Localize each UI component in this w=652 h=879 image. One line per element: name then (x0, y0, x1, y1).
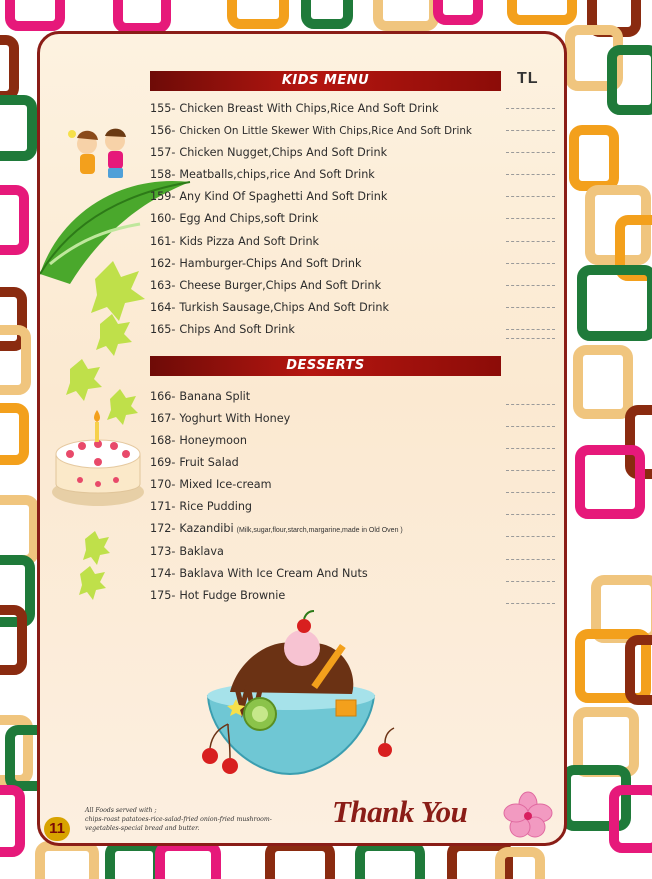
served-with-note: All Foods served with ; chips-roast patatoes-rice-salad-fried onion-fried mushroom- vegetables-special bread and butter. (85, 807, 272, 832)
menu-item: 159- Any Kind Of Spaghetti And Soft Drink (150, 190, 388, 203)
page-number: 11 (44, 817, 70, 841)
menu-item: 170- Mixed Ice-cream (150, 478, 272, 491)
price-placeholder (506, 241, 555, 242)
menu-item: 157- Chicken Nugget,Chips And Soft Drink (150, 146, 388, 159)
menu-item: 165- Chips And Soft Drink (150, 323, 295, 336)
green-leaves-icon (66, 261, 145, 600)
menu-item: 171- Rice Pudding (150, 500, 253, 513)
price-placeholder (506, 152, 555, 153)
price-placeholder (506, 470, 555, 471)
price-placeholder (506, 338, 555, 339)
price-placeholder (506, 404, 555, 405)
price-placeholder (506, 448, 555, 449)
menu-item: 163- Cheese Burger,Chips And Soft Drink (150, 279, 382, 292)
kids-menu-banner (150, 71, 501, 91)
menu-item: 158- Meatballs,chips,rice And Soft Drink (150, 168, 375, 181)
price-placeholder (506, 559, 555, 560)
menu-item: 168- Honeymoon (150, 434, 247, 447)
desserts-title: DESSERTS (286, 358, 365, 373)
menu-item: 175- Hot Fudge Brownie (150, 589, 286, 602)
menu-panel (37, 31, 567, 846)
price-placeholder (506, 426, 555, 427)
menu-item: 169- Fruit Salad (150, 456, 239, 469)
birthday-cake-icon (52, 410, 144, 506)
price-placeholder (506, 218, 555, 219)
price-placeholder (506, 196, 555, 197)
price-placeholder (506, 285, 555, 286)
price-placeholder (506, 329, 555, 330)
price-placeholder (506, 536, 555, 537)
price-placeholder (506, 492, 555, 493)
menu-item: 156- Chicken On Little Skewer With Chips,Rice And Soft Drink (150, 124, 472, 137)
menu-item: 173- Baklava (150, 545, 224, 558)
menu-item: 174- Baklava With Ice Cream And Nuts (150, 567, 368, 580)
menu-item: 166- Banana Split (150, 390, 251, 403)
price-placeholder (506, 581, 555, 582)
menu-item: 164- Turkish Sausage,Chips And Soft Drink (150, 301, 389, 314)
hibiscus-flower-icon (504, 792, 552, 837)
menu-item: 160- Egg And Chips,soft Drink (150, 212, 319, 225)
thank-you-text: Thank You (332, 794, 468, 829)
price-placeholder (506, 514, 555, 515)
price-placeholder (506, 603, 555, 604)
menu-item: 167- Yoghurt With Honey (150, 412, 291, 425)
kids-menu-title: KIDS MENU (281, 73, 370, 88)
menu-item: 155- Chicken Breast With Chips,Rice And Soft Drink (150, 102, 439, 115)
menu-item: 161- Kids Pizza And Soft Drink (150, 235, 320, 248)
item-note: (Milk,sugar,flour,starch,margarine,made in Old Oven ) (236, 527, 403, 534)
menu-item: 162- Hamburger-Chips And Soft Drink (150, 257, 362, 270)
desserts-banner (150, 356, 501, 376)
currency-label: TL (517, 70, 539, 87)
price-placeholder (506, 307, 555, 308)
price-placeholder (506, 130, 555, 131)
price-placeholder (506, 174, 555, 175)
price-placeholder (506, 108, 555, 109)
price-placeholder (506, 263, 555, 264)
ice-cream-bowl-icon (207, 611, 375, 774)
menu-item: 172- Kazandibi (Milk,sugar,flour,starch,margarine,made in Old Oven ) (150, 522, 403, 535)
